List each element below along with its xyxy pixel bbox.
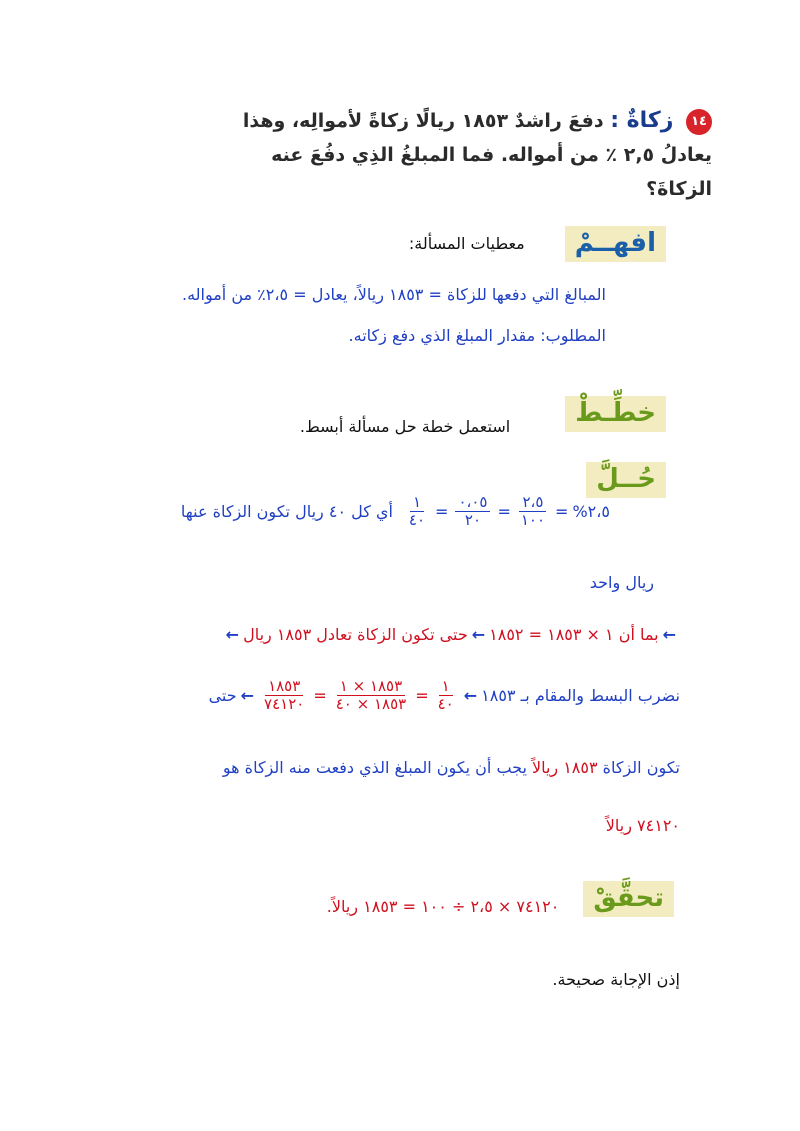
fraction-3-den: ٤٠ xyxy=(408,511,426,529)
problem-text-1: دفعَ راشدٌ ١٨٥٣ ريالًا زكاةً لأموالِه، وهذا xyxy=(242,110,604,132)
plan-text: استعمل خطة حل مسألة أبسط. xyxy=(299,417,511,436)
m-fraction-3-num: ١٨٥٣ xyxy=(265,678,303,696)
understand-section xyxy=(409,226,666,262)
equals-3: = xyxy=(435,501,449,521)
m-equals-1: = xyxy=(415,685,429,705)
fraction-1 xyxy=(518,494,548,529)
problem-statement xyxy=(192,104,712,206)
m-fraction-2-den: ١٨٥٣ × ٤٠ xyxy=(335,695,407,713)
m-fraction-1 xyxy=(435,678,457,713)
problem-number-badge: ١٤ xyxy=(686,109,712,135)
m-fraction-1-num: ١ xyxy=(439,678,453,696)
equals-1: = xyxy=(555,501,569,521)
problem-text-2: يعادلُ ٢,٥ ٪ من أمواله. فما المبلغُ الذِي دفُعَ عنه xyxy=(271,144,712,166)
understand-heading: معطيات المسألة: xyxy=(408,234,525,253)
multiply-text: نضرب البسط والمقام بـ ١٨٥٣ xyxy=(481,685,680,705)
fraction-2-num: ٠،٠٥ xyxy=(455,494,490,512)
conclusion-line xyxy=(223,757,680,779)
solve-tail: أي كل ٤٠ ريال تكون الزكاة عنها xyxy=(180,501,393,521)
m-fraction-2 xyxy=(333,678,409,713)
fraction-3-num: ١ xyxy=(410,494,424,512)
m-fraction-1-den: ٤٠ xyxy=(437,695,454,713)
fraction-2 xyxy=(455,494,490,529)
arrow-left-icon: ← xyxy=(463,685,478,705)
m-fraction-3 xyxy=(261,678,307,713)
plan-badge: خطِّـطْ xyxy=(565,396,666,432)
solve-fraction-line xyxy=(181,494,610,529)
solve-badge-wrap xyxy=(586,462,666,498)
calc-text-a: بما أن ١ × ١٨٥٣ = ١٨٥٢ xyxy=(489,625,659,644)
check-section xyxy=(327,880,674,918)
arrow-left-icon: ← xyxy=(471,625,486,644)
problem-line-1 xyxy=(192,104,712,138)
understand-badge: افهــمْ xyxy=(565,226,666,262)
conc-b: ١٨٥٣ ريالاً xyxy=(531,758,598,777)
m-equals-2: = xyxy=(313,685,327,705)
conc-c: يجب أن يكون المبلغ الذي دفعت منه الزكاة هو xyxy=(222,758,527,777)
calc-line xyxy=(222,624,680,646)
final-answer: ٧٤١٢٠ ريالاً xyxy=(605,816,680,835)
percent-value: ٢،٥% xyxy=(572,501,610,521)
fraction-1-num: ٢،٥ xyxy=(519,494,546,512)
solve-tail-2: ريال واحد xyxy=(589,573,654,592)
arrow-left-icon: ← xyxy=(225,625,240,644)
equals-2: = xyxy=(497,501,511,521)
arrow-left-icon: ← xyxy=(662,625,676,644)
problem-text-3: الزكاةَ؟ xyxy=(646,178,712,200)
fraction-2-den: ٢٠ xyxy=(464,511,482,529)
multiply-line xyxy=(209,678,680,713)
m-fraction-3-den: ٧٤١٢٠ xyxy=(264,695,305,713)
calc-text-b: حتى تكون الزكاة تعادل ١٨٥٣ ريال xyxy=(243,625,468,644)
required-text: المطلوب: مقدار المبلغ الذي دفع زكاته. xyxy=(348,326,606,345)
fraction-3 xyxy=(406,494,428,529)
conc-a: تكون الزكاة xyxy=(602,758,680,777)
m-fraction-2-num: ١٨٥٣ × ١ xyxy=(337,678,405,696)
multiply-end: حتى xyxy=(208,685,237,705)
final-conclusion: إذن الإجابة صحيحة. xyxy=(552,970,680,989)
fraction-1-den: ١٠٠ xyxy=(520,511,546,529)
solve-badge: حُــلَّ xyxy=(586,462,666,498)
check-badge: تحقَّقْ xyxy=(583,881,674,917)
plan-section xyxy=(300,390,666,438)
check-text: ٧٤١٢٠ × ٢،٥ ÷ ١٠٠ = ١٨٥٣ ريالاً. xyxy=(326,897,560,916)
problem-title: زكاةٌ : xyxy=(610,108,674,133)
arrow-left-icon: ← xyxy=(240,685,255,705)
given-text: المبالغ التي دفعها للزكاة = ١٨٥٣ ريالاً، يعادل = ٢،٥٪ من أمواله. xyxy=(181,285,606,304)
